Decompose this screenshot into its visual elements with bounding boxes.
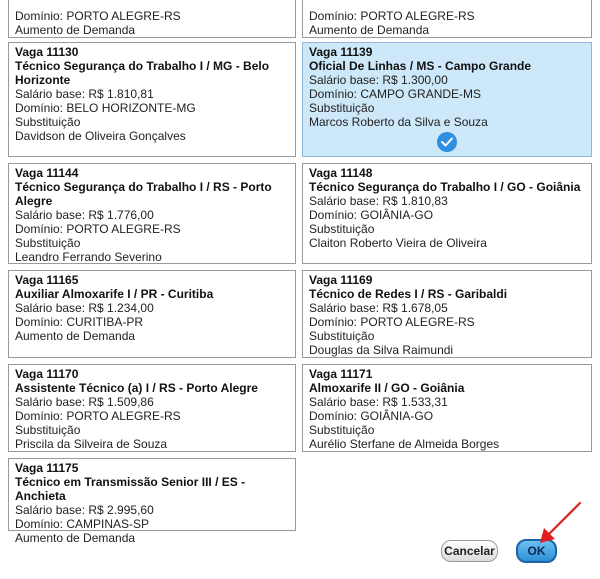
vacancy-detail: Domínio: CAMPINAS-SP — [15, 517, 150, 531]
vacancy-detail: Domínio: PORTO ALEGRE-RS — [309, 9, 475, 23]
vacancy-detail: Claiton Roberto Vieira de Oliveira — [309, 236, 487, 250]
check-circle-icon — [437, 132, 457, 152]
vacancy-detail: Salário base: R$ 1.509,86 — [15, 395, 154, 409]
vacancy-detail: Substituição — [309, 101, 375, 115]
vacancy-detail: Salário base: R$ 1.810,81 — [15, 87, 154, 101]
vacancy-title: Oficial De Linhas / MS - Campo Grande — [309, 59, 532, 73]
vacancy-detail: Aumento de Demanda — [15, 531, 136, 545]
vacancy-title: Horizonte — [15, 73, 71, 87]
vacancy-detail: Aumento de Demanda — [309, 23, 430, 37]
vacancy-title: Técnico Segurança do Trabalho I / MG - Belo — [15, 59, 270, 73]
vacancy-card[interactable] — [302, 0, 592, 38]
vacancy-detail: Douglas da Silva Raimundi — [309, 343, 454, 357]
vacancy-card[interactable] — [8, 42, 296, 157]
vacancy-id: Vaga 11169 — [309, 273, 373, 287]
vacancy-id: Vaga 11170 — [15, 367, 79, 381]
vacancy-detail: Domínio: PORTO ALEGRE-RS — [15, 222, 181, 236]
vacancy-detail: Salário base: R$ 1.234,00 — [15, 301, 154, 315]
vacancy-card[interactable] — [8, 163, 296, 264]
vacancy-title: Assistente Técnico (a) I / RS - Porto Alegre — [15, 381, 258, 395]
vacancy-detail: Domínio: CAMPO GRANDE-MS — [309, 87, 482, 101]
ok-button[interactable]: OK — [516, 539, 557, 563]
cancel-button[interactable]: Cancelar — [441, 540, 498, 562]
red-arrow-icon — [530, 500, 586, 546]
vacancy-detail: Substituição — [309, 222, 375, 236]
vacancy-detail: Substituição — [15, 236, 81, 250]
vacancy-title: Almoxarife II / GO - Goiânia — [309, 381, 465, 395]
vacancy-detail: Substituição — [15, 423, 81, 437]
vacancy-card[interactable] — [302, 364, 592, 452]
vacancy-title: Técnico em Transmissão Senior III / ES - Anchieta — [15, 475, 246, 503]
vacancy-card[interactable] — [8, 364, 296, 452]
vacancy-detail: Priscila da Silveira de Souza — [15, 437, 168, 451]
vacancy-title: Técnico Segurança do Trabalho I / GO - Goiânia — [309, 180, 581, 194]
vacancy-detail: Marcos Roberto da Silva e Souza — [309, 115, 488, 129]
vacancy-detail: Salário base: R$ 1.810,83 — [309, 194, 448, 208]
vacancy-detail: Salário base: R$ 1.678,05 — [309, 301, 448, 315]
vacancy-detail: Davidson de Oliveira Gonçalves — [15, 129, 186, 143]
vacancy-detail: Domínio: PORTO ALEGRE-RS — [309, 315, 475, 329]
vacancy-id: Vaga 11175 — [15, 461, 79, 475]
vacancy-detail: Substituição — [309, 423, 375, 437]
vacancy-detail: Substituição — [309, 329, 375, 343]
vacancy-detail: Salário base: R$ 1.533,31 — [309, 395, 448, 409]
vacancy-detail: Domínio: BELO HORIZONTE-MG — [15, 101, 196, 115]
vacancy-detail: Aumento de Demanda — [15, 329, 136, 343]
vacancy-card[interactable] — [8, 270, 296, 358]
vacancy-title: Auxiliar Almoxarife I / PR - Curitiba — [15, 287, 214, 301]
vacancy-card[interactable] — [302, 270, 592, 358]
vacancy-detail: Salário base: R$ 1.776,00 — [15, 208, 154, 222]
vacancy-card[interactable] — [302, 163, 592, 264]
vacancy-id: Vaga 11144 — [15, 166, 79, 180]
vacancy-id: Vaga 11130 — [15, 45, 79, 59]
vacancy-card[interactable] — [8, 0, 296, 38]
vacancy-id: Vaga 11139 — [309, 45, 373, 59]
vacancy-detail: Aurélio Sterfane de Almeida Borges — [309, 437, 500, 451]
vacancy-id: Vaga 11148 — [309, 166, 373, 180]
vacancy-card[interactable] — [8, 458, 296, 545]
vacancy-detail: Leandro Ferrando Severino — [15, 250, 162, 264]
vacancy-detail: Substituição — [15, 115, 81, 129]
vacancy-detail: Domínio: PORTO ALEGRE-RS — [15, 409, 181, 423]
vacancy-detail: Domínio: GOIÂNIA-GO — [309, 409, 434, 423]
vacancy-title: Técnico de Redes I / RS - Garibaldi — [309, 287, 508, 301]
vacancy-detail: Domínio: GOIÂNIA-GO — [309, 208, 434, 222]
vacancy-id: Vaga 11165 — [15, 273, 79, 287]
vacancy-title: Técnico Segurança do Trabalho I / RS - Porto — [15, 180, 272, 194]
vacancy-detail: Domínio: PORTO ALEGRE-RS — [15, 9, 181, 23]
vacancy-detail: Aumento de Demanda — [15, 23, 136, 37]
vacancy-id: Vaga 11171 — [309, 367, 373, 381]
vacancy-card[interactable] — [302, 42, 592, 157]
vacancy-detail: Salário base: R$ 1.300,00 — [309, 73, 448, 87]
vacancy-detail: Domínio: CURITIBA-PR — [15, 315, 144, 329]
vacancy-title: Alegre — [15, 194, 53, 208]
vacancy-detail: Salário base: R$ 2.995,60 — [15, 503, 154, 517]
